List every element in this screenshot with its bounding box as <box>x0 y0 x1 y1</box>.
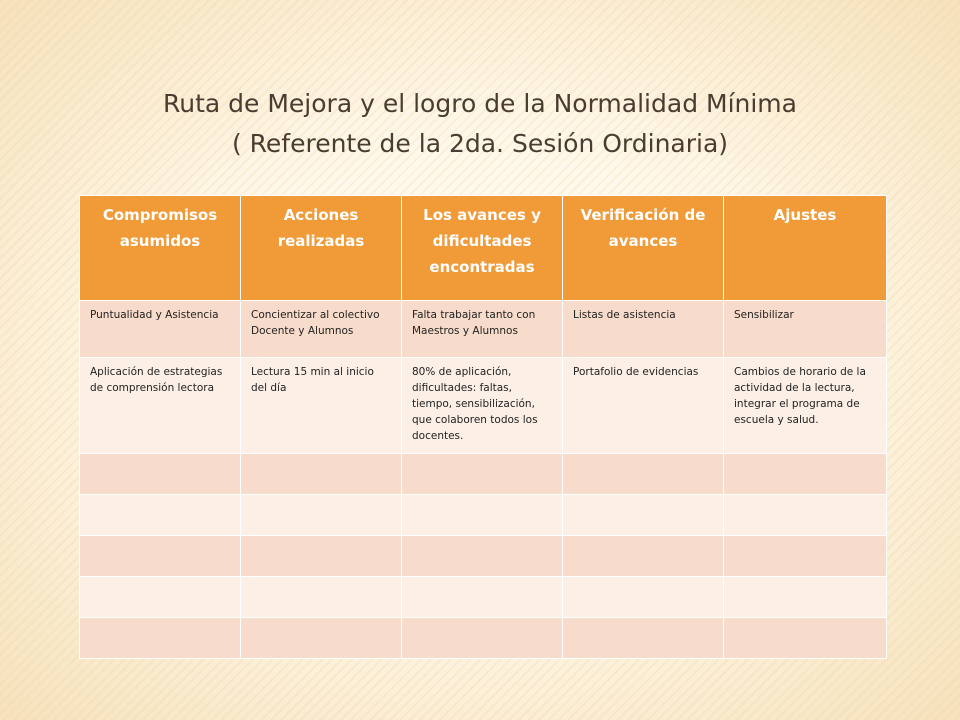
table-cell <box>724 618 887 659</box>
data-table <box>79 195 887 659</box>
table-cell <box>563 495 724 536</box>
table-cell: Falta trabajar tanto con Maestros y Alumnos <box>402 301 563 358</box>
data-table-container <box>79 195 886 659</box>
table-cell <box>724 536 887 577</box>
table-cell: Sensibilizar <box>724 301 887 358</box>
table-cell <box>563 577 724 618</box>
table-cell: Lectura 15 min al inicio del día <box>241 358 402 454</box>
table-cell <box>402 495 563 536</box>
table-cell <box>724 495 887 536</box>
table-cell <box>80 454 241 495</box>
table-cell: Listas de asistencia <box>563 301 724 358</box>
table-cell <box>241 454 402 495</box>
table-cell <box>241 495 402 536</box>
table-row-empty <box>80 536 887 577</box>
table-cell <box>724 454 887 495</box>
table-row <box>80 358 887 454</box>
header-avances-dificultades: Los avances y dificultades encontradas <box>402 196 563 301</box>
table-row-empty <box>80 577 887 618</box>
header-acciones: Acciones realizadas <box>241 196 402 301</box>
slide-title <box>80 84 880 164</box>
header-compromisos: Compromisos asumidos <box>80 196 241 301</box>
table-cell <box>402 454 563 495</box>
table-cell: Portafolio de evidencias <box>563 358 724 454</box>
title-line-1: Ruta de Mejora y el logro de la Normalidad Mínima <box>163 89 797 118</box>
table-cell <box>241 577 402 618</box>
table-cell: Puntualidad y Asistencia <box>80 301 241 358</box>
table-row-empty <box>80 495 887 536</box>
table-cell <box>402 618 563 659</box>
table-cell <box>563 454 724 495</box>
table-cell <box>563 618 724 659</box>
table-cell <box>80 618 241 659</box>
table-row-empty <box>80 454 887 495</box>
table-row <box>80 301 887 358</box>
table-header-row <box>80 196 887 301</box>
table-cell <box>80 536 241 577</box>
table-cell <box>241 618 402 659</box>
table-cell <box>402 536 563 577</box>
table-cell <box>80 495 241 536</box>
table-cell <box>402 577 563 618</box>
table-cell <box>80 577 241 618</box>
table-cell <box>241 536 402 577</box>
title-line-2: ( Referente de la 2da. Sesión Ordinaria) <box>231 129 729 158</box>
header-ajustes: Ajustes <box>724 196 887 301</box>
table-cell <box>724 577 887 618</box>
table-row-empty <box>80 618 887 659</box>
table-cell <box>563 536 724 577</box>
table-cell: 80% de aplicación, dificultades: faltas, tiempo, sensibilización, que colaboren todos los docentes. <box>402 358 563 454</box>
table-cell: Cambios de horario de la actividad de la lectura, integrar el programa de escuela y salud. <box>724 358 887 454</box>
table-cell: Concientizar al colectivo Docente y Alumnos <box>241 301 402 358</box>
table-cell: Aplicación de estrategias de comprensión lectora <box>80 358 241 454</box>
header-verificacion: Verificación de avances <box>563 196 724 301</box>
